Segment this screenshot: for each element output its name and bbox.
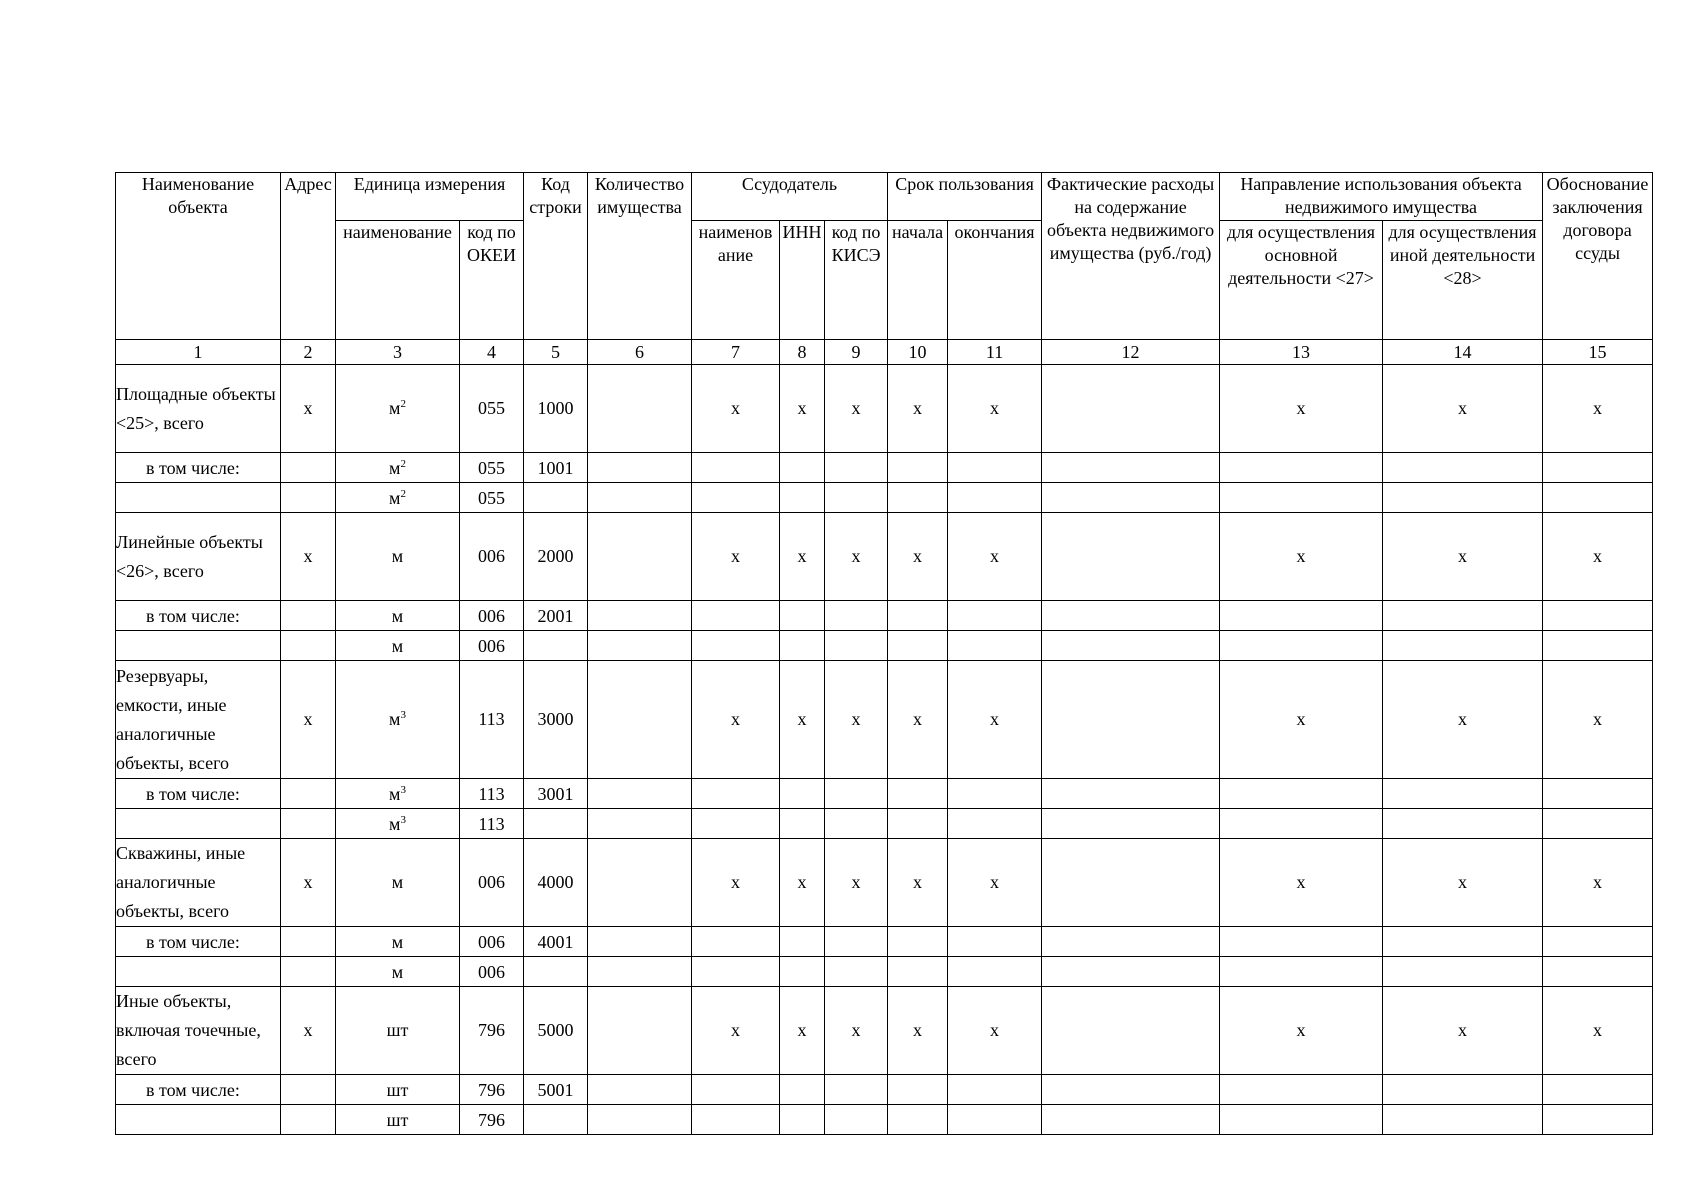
- x-mark-cell: х: [825, 365, 888, 453]
- table-row: [116, 927, 1653, 957]
- x-mark-cell: х: [1543, 839, 1653, 927]
- empty-cell: [1042, 631, 1220, 661]
- okei-code-cell: 055: [460, 365, 524, 453]
- x-mark-cell: х: [948, 365, 1042, 453]
- empty-cell: [1543, 631, 1653, 661]
- unit-name-cell: [336, 601, 460, 631]
- expenses-cell: [1042, 365, 1220, 453]
- okei-code-cell: 113: [460, 809, 524, 839]
- empty-cell: [888, 1105, 948, 1135]
- x-mark-cell: х: [888, 513, 948, 601]
- table-row: [116, 957, 1653, 987]
- empty-cell: [692, 1075, 780, 1105]
- x-mark-cell: х: [888, 987, 948, 1075]
- empty-cell: [948, 1075, 1042, 1105]
- empty-cell: [588, 631, 692, 661]
- empty-cell: [825, 601, 888, 631]
- empty-cell: [1220, 631, 1383, 661]
- x-mark-cell: х: [1543, 987, 1653, 1075]
- empty-cell: [948, 779, 1042, 809]
- empty-cell: [780, 809, 825, 839]
- header-direction: Направление использования объекта недвижимого имущества: [1220, 173, 1543, 221]
- header-lender-inn: ИНН: [780, 221, 825, 340]
- unit-name-cell: [336, 839, 460, 927]
- empty-cell: [692, 1105, 780, 1135]
- x-mark-cell: х: [1543, 513, 1653, 601]
- empty-cell: [588, 809, 692, 839]
- empty-cell: [588, 453, 692, 483]
- empty-cell: [1543, 927, 1653, 957]
- empty-cell: [780, 779, 825, 809]
- table-row: [116, 779, 1653, 809]
- empty-cell: [888, 957, 948, 987]
- empty-cell: [888, 1075, 948, 1105]
- object-name-cell: Линейные объекты <26>, всего: [116, 513, 281, 601]
- unit-symbol: м: [391, 635, 404, 656]
- okei-code-cell: 796: [460, 987, 524, 1075]
- okei-code-cell: 055: [460, 483, 524, 513]
- okei-code-cell: 796: [460, 1105, 524, 1135]
- header-term-start: начала: [888, 221, 948, 340]
- empty-cell: [692, 809, 780, 839]
- empty-cell: [116, 483, 281, 513]
- header-direction-other: для осуществления иной деятельности <28>: [1383, 221, 1543, 340]
- x-mark-cell: х: [948, 661, 1042, 779]
- empty-cell: [1220, 927, 1383, 957]
- empty-cell: [281, 809, 336, 839]
- empty-cell: [1220, 1075, 1383, 1105]
- x-mark-cell: х: [281, 661, 336, 779]
- expenses-cell: [1042, 987, 1220, 1075]
- empty-cell: [1042, 927, 1220, 957]
- column-number: 12: [1042, 340, 1220, 365]
- unit-name-cell: [336, 513, 460, 601]
- empty-cell: [1383, 601, 1543, 631]
- expenses-cell: [1042, 839, 1220, 927]
- unit-symbol: м: [389, 398, 401, 418]
- table-row: [116, 1105, 1653, 1135]
- column-number: 2: [281, 340, 336, 365]
- empty-cell: [825, 957, 888, 987]
- empty-cell: [588, 1075, 692, 1105]
- empty-cell: [1383, 483, 1543, 513]
- unit-symbol: м: [389, 709, 401, 729]
- sub-label-cell: в том числе:: [116, 601, 281, 631]
- sub-label-cell: в том числе:: [116, 927, 281, 957]
- empty-cell: [1042, 957, 1220, 987]
- unit-name-cell: [336, 1105, 460, 1135]
- quantity-cell: [588, 661, 692, 779]
- okei-code-cell: 113: [460, 779, 524, 809]
- empty-cell: [888, 809, 948, 839]
- x-mark-cell: х: [780, 839, 825, 927]
- unit-symbol: м: [389, 487, 401, 508]
- empty-cell: [1543, 601, 1653, 631]
- quantity-cell: [588, 513, 692, 601]
- x-mark-cell: х: [780, 661, 825, 779]
- x-mark-cell: х: [692, 661, 780, 779]
- unit-name-cell: [336, 661, 460, 779]
- x-mark-cell: х: [780, 365, 825, 453]
- empty-cell: [281, 631, 336, 661]
- empty-cell: [692, 483, 780, 513]
- header-quantity: Количество имущества: [588, 173, 692, 340]
- empty-cell: [692, 957, 780, 987]
- empty-cell: [1543, 957, 1653, 987]
- unit-symbol: м: [391, 872, 404, 892]
- unit-exponent: 2: [400, 487, 406, 500]
- x-mark-cell: х: [692, 365, 780, 453]
- table-row: [116, 453, 1653, 483]
- column-number-row: [116, 340, 1653, 365]
- table-row: [116, 483, 1653, 513]
- line-code-cell: 5000: [524, 987, 588, 1075]
- line-code-cell: 1001: [524, 453, 588, 483]
- line-code-cell: 3001: [524, 779, 588, 809]
- column-number: 4: [460, 340, 524, 365]
- okei-code-cell: 113: [460, 661, 524, 779]
- column-number: 10: [888, 340, 948, 365]
- object-name-cell: Резервуары, емкости, иные аналогичные объекты, всего: [116, 661, 281, 779]
- empty-cell: [1383, 1075, 1543, 1105]
- header-expenses: Фактические расходы на содержание объекта недвижимого имущества (руб./год): [1042, 173, 1220, 340]
- column-number: 3: [336, 340, 460, 365]
- column-number: 5: [524, 340, 588, 365]
- empty-cell: [524, 1105, 588, 1135]
- column-number: 1: [116, 340, 281, 365]
- empty-cell: [1220, 809, 1383, 839]
- empty-cell: [948, 1105, 1042, 1135]
- unit-name-cell: [336, 631, 460, 661]
- column-number: 9: [825, 340, 888, 365]
- empty-cell: [281, 1075, 336, 1105]
- header-term: Срок пользования: [888, 173, 1042, 221]
- header-address: Адрес: [281, 173, 336, 340]
- quantity-cell: [588, 987, 692, 1075]
- okei-code-cell: 006: [460, 839, 524, 927]
- empty-cell: [1543, 809, 1653, 839]
- unit-exponent: 3: [400, 709, 406, 721]
- x-mark-cell: х: [1220, 661, 1383, 779]
- empty-cell: [1383, 453, 1543, 483]
- unit-exponent: 2: [400, 457, 406, 470]
- empty-cell: [780, 601, 825, 631]
- empty-cell: [281, 779, 336, 809]
- empty-cell: [780, 957, 825, 987]
- column-number: 7: [692, 340, 780, 365]
- unit-exponent: 3: [400, 813, 406, 826]
- empty-cell: [780, 927, 825, 957]
- unit-symbol: м: [391, 546, 404, 566]
- x-mark-cell: х: [692, 987, 780, 1075]
- unit-symbol: м: [391, 931, 404, 952]
- empty-cell: [948, 601, 1042, 631]
- x-mark-cell: х: [281, 987, 336, 1075]
- x-mark-cell: х: [1383, 839, 1543, 927]
- table-row: [116, 601, 1653, 631]
- empty-cell: [1543, 1075, 1653, 1105]
- empty-cell: [825, 1105, 888, 1135]
- empty-cell: [780, 483, 825, 513]
- x-mark-cell: х: [780, 987, 825, 1075]
- table-row: [116, 513, 1653, 601]
- empty-cell: [1543, 1105, 1653, 1135]
- empty-cell: [948, 809, 1042, 839]
- quantity-cell: [588, 365, 692, 453]
- empty-cell: [1042, 483, 1220, 513]
- empty-cell: [948, 957, 1042, 987]
- empty-cell: [1042, 601, 1220, 631]
- x-mark-cell: х: [692, 513, 780, 601]
- table-row: [116, 365, 1653, 453]
- empty-cell: [1220, 601, 1383, 631]
- empty-cell: [825, 1075, 888, 1105]
- empty-cell: [825, 809, 888, 839]
- unit-symbol: м: [389, 813, 401, 834]
- okei-code-cell: 006: [460, 631, 524, 661]
- unit-symbol: м: [389, 457, 401, 478]
- empty-cell: [1042, 809, 1220, 839]
- empty-cell: [1220, 779, 1383, 809]
- x-mark-cell: х: [948, 987, 1042, 1075]
- unit-name-cell: [336, 453, 460, 483]
- empty-cell: [1383, 1105, 1543, 1135]
- empty-cell: [281, 453, 336, 483]
- empty-cell: [948, 483, 1042, 513]
- empty-cell: [948, 927, 1042, 957]
- empty-cell: [948, 631, 1042, 661]
- x-mark-cell: х: [1383, 365, 1543, 453]
- x-mark-cell: х: [948, 839, 1042, 927]
- empty-cell: [1220, 1105, 1383, 1135]
- x-mark-cell: х: [825, 513, 888, 601]
- line-code-cell: 2000: [524, 513, 588, 601]
- line-code-cell: 1000: [524, 365, 588, 453]
- line-code-cell: 4000: [524, 839, 588, 927]
- empty-cell: [888, 631, 948, 661]
- empty-cell: [780, 1075, 825, 1105]
- unit-name-cell: [336, 927, 460, 957]
- x-mark-cell: х: [281, 513, 336, 601]
- column-number: 6: [588, 340, 692, 365]
- empty-cell: [888, 927, 948, 957]
- empty-cell: [524, 809, 588, 839]
- empty-cell: [281, 483, 336, 513]
- header-lender: Ссудодатель: [692, 173, 888, 221]
- sub-label-cell: в том числе:: [116, 1075, 281, 1105]
- header-basis: Обоснование заключения договора ссуды: [1543, 173, 1653, 340]
- x-mark-cell: х: [888, 661, 948, 779]
- okei-code-cell: 006: [460, 513, 524, 601]
- line-code-cell: 4001: [524, 927, 588, 957]
- table-row: [116, 1075, 1653, 1105]
- empty-cell: [116, 1105, 281, 1135]
- okei-code-cell: 006: [460, 601, 524, 631]
- empty-cell: [692, 927, 780, 957]
- object-name-cell: Площадные объекты <25>, всего: [116, 365, 281, 453]
- x-mark-cell: х: [281, 839, 336, 927]
- empty-cell: [1383, 631, 1543, 661]
- unit-symbol: шт: [386, 1079, 409, 1100]
- empty-cell: [116, 809, 281, 839]
- x-mark-cell: х: [948, 513, 1042, 601]
- x-mark-cell: х: [1543, 365, 1653, 453]
- line-code-cell: 2001: [524, 601, 588, 631]
- empty-cell: [825, 927, 888, 957]
- empty-cell: [888, 601, 948, 631]
- empty-cell: [692, 453, 780, 483]
- x-mark-cell: х: [780, 513, 825, 601]
- object-name-cell: Иные объекты, включая точечные, всего: [116, 987, 281, 1075]
- header-unit-okei: код по ОКЕИ: [460, 221, 524, 340]
- x-mark-cell: х: [1543, 661, 1653, 779]
- unit-name-cell: [336, 483, 460, 513]
- quantity-cell: [588, 839, 692, 927]
- empty-cell: [780, 631, 825, 661]
- header-unit: Единица измерения: [336, 173, 524, 221]
- okei-code-cell: 055: [460, 453, 524, 483]
- empty-cell: [825, 779, 888, 809]
- unit-exponent: 3: [400, 783, 406, 796]
- unit-name-cell: [336, 809, 460, 839]
- empty-cell: [780, 453, 825, 483]
- header-line-code: Код строки: [524, 173, 588, 340]
- empty-cell: [588, 483, 692, 513]
- unit-symbol: м: [391, 961, 404, 982]
- object-name-cell: Скважины, иные аналогичные объекты, всего: [116, 839, 281, 927]
- empty-cell: [1543, 453, 1653, 483]
- expenses-cell: [1042, 661, 1220, 779]
- empty-cell: [1383, 809, 1543, 839]
- table-row: [116, 809, 1653, 839]
- empty-cell: [888, 453, 948, 483]
- okei-code-cell: 796: [460, 1075, 524, 1105]
- empty-cell: [780, 1105, 825, 1135]
- unit-exponent: 2: [400, 398, 406, 410]
- header-term-end: окончания: [948, 221, 1042, 340]
- empty-cell: [524, 483, 588, 513]
- unit-symbol: м: [389, 783, 401, 804]
- empty-cell: [1042, 453, 1220, 483]
- header-name: Наименование объекта: [116, 173, 281, 340]
- x-mark-cell: х: [1383, 513, 1543, 601]
- empty-cell: [1383, 927, 1543, 957]
- x-mark-cell: х: [825, 661, 888, 779]
- unit-symbol: м: [391, 605, 404, 626]
- empty-cell: [281, 601, 336, 631]
- lease-objects-table: [115, 172, 1653, 1135]
- column-number: 11: [948, 340, 1042, 365]
- unit-name-cell: [336, 365, 460, 453]
- x-mark-cell: х: [1220, 365, 1383, 453]
- empty-cell: [692, 601, 780, 631]
- empty-cell: [888, 779, 948, 809]
- empty-cell: [1042, 1105, 1220, 1135]
- empty-cell: [692, 779, 780, 809]
- unit-name-cell: [336, 779, 460, 809]
- unit-symbol: шт: [386, 1109, 409, 1130]
- x-mark-cell: х: [888, 839, 948, 927]
- line-code-cell: 5001: [524, 1075, 588, 1105]
- okei-code-cell: 006: [460, 927, 524, 957]
- sub-label-cell: в том числе:: [116, 453, 281, 483]
- empty-cell: [825, 453, 888, 483]
- empty-cell: [588, 957, 692, 987]
- empty-cell: [588, 927, 692, 957]
- empty-cell: [281, 1105, 336, 1135]
- empty-cell: [1042, 1075, 1220, 1105]
- empty-cell: [1383, 779, 1543, 809]
- x-mark-cell: х: [1220, 987, 1383, 1075]
- empty-cell: [1543, 779, 1653, 809]
- table-body: [116, 365, 1653, 1135]
- empty-cell: [825, 483, 888, 513]
- line-code-cell: 3000: [524, 661, 588, 779]
- expenses-cell: [1042, 513, 1220, 601]
- empty-cell: [1220, 957, 1383, 987]
- empty-cell: [281, 927, 336, 957]
- empty-cell: [888, 483, 948, 513]
- unit-name-cell: [336, 987, 460, 1075]
- x-mark-cell: х: [1383, 987, 1543, 1075]
- unit-symbol: шт: [386, 1020, 409, 1040]
- header-unit-name: наименование: [336, 221, 460, 340]
- unit-name-cell: [336, 957, 460, 987]
- table-row: [116, 839, 1653, 927]
- okei-code-cell: 006: [460, 957, 524, 987]
- x-mark-cell: х: [281, 365, 336, 453]
- column-number: 13: [1220, 340, 1383, 365]
- empty-cell: [524, 631, 588, 661]
- empty-cell: [588, 1105, 692, 1135]
- empty-cell: [1383, 957, 1543, 987]
- x-mark-cell: х: [1220, 513, 1383, 601]
- empty-cell: [524, 957, 588, 987]
- table-row: [116, 987, 1653, 1075]
- empty-cell: [825, 631, 888, 661]
- sub-label-cell: в том числе:: [116, 779, 281, 809]
- empty-cell: [588, 601, 692, 631]
- empty-cell: [588, 779, 692, 809]
- x-mark-cell: х: [1383, 661, 1543, 779]
- empty-cell: [692, 631, 780, 661]
- empty-cell: [116, 957, 281, 987]
- column-number: 14: [1383, 340, 1543, 365]
- header-lender-kise: код по КИСЭ: [825, 221, 888, 340]
- column-number: 15: [1543, 340, 1653, 365]
- x-mark-cell: х: [888, 365, 948, 453]
- empty-cell: [1543, 483, 1653, 513]
- table-row: [116, 631, 1653, 661]
- empty-cell: [1042, 779, 1220, 809]
- x-mark-cell: х: [825, 987, 888, 1075]
- column-number: 8: [780, 340, 825, 365]
- x-mark-cell: х: [825, 839, 888, 927]
- x-mark-cell: х: [692, 839, 780, 927]
- table-row: [116, 661, 1653, 779]
- empty-cell: [1220, 453, 1383, 483]
- empty-cell: [948, 453, 1042, 483]
- header-direction-main: для осуществления основной деятельности <27>: [1220, 221, 1383, 340]
- empty-cell: [1220, 483, 1383, 513]
- unit-name-cell: [336, 1075, 460, 1105]
- header-lender-name: наименов ание: [692, 221, 780, 340]
- empty-cell: [281, 957, 336, 987]
- empty-cell: [116, 631, 281, 661]
- x-mark-cell: х: [1220, 839, 1383, 927]
